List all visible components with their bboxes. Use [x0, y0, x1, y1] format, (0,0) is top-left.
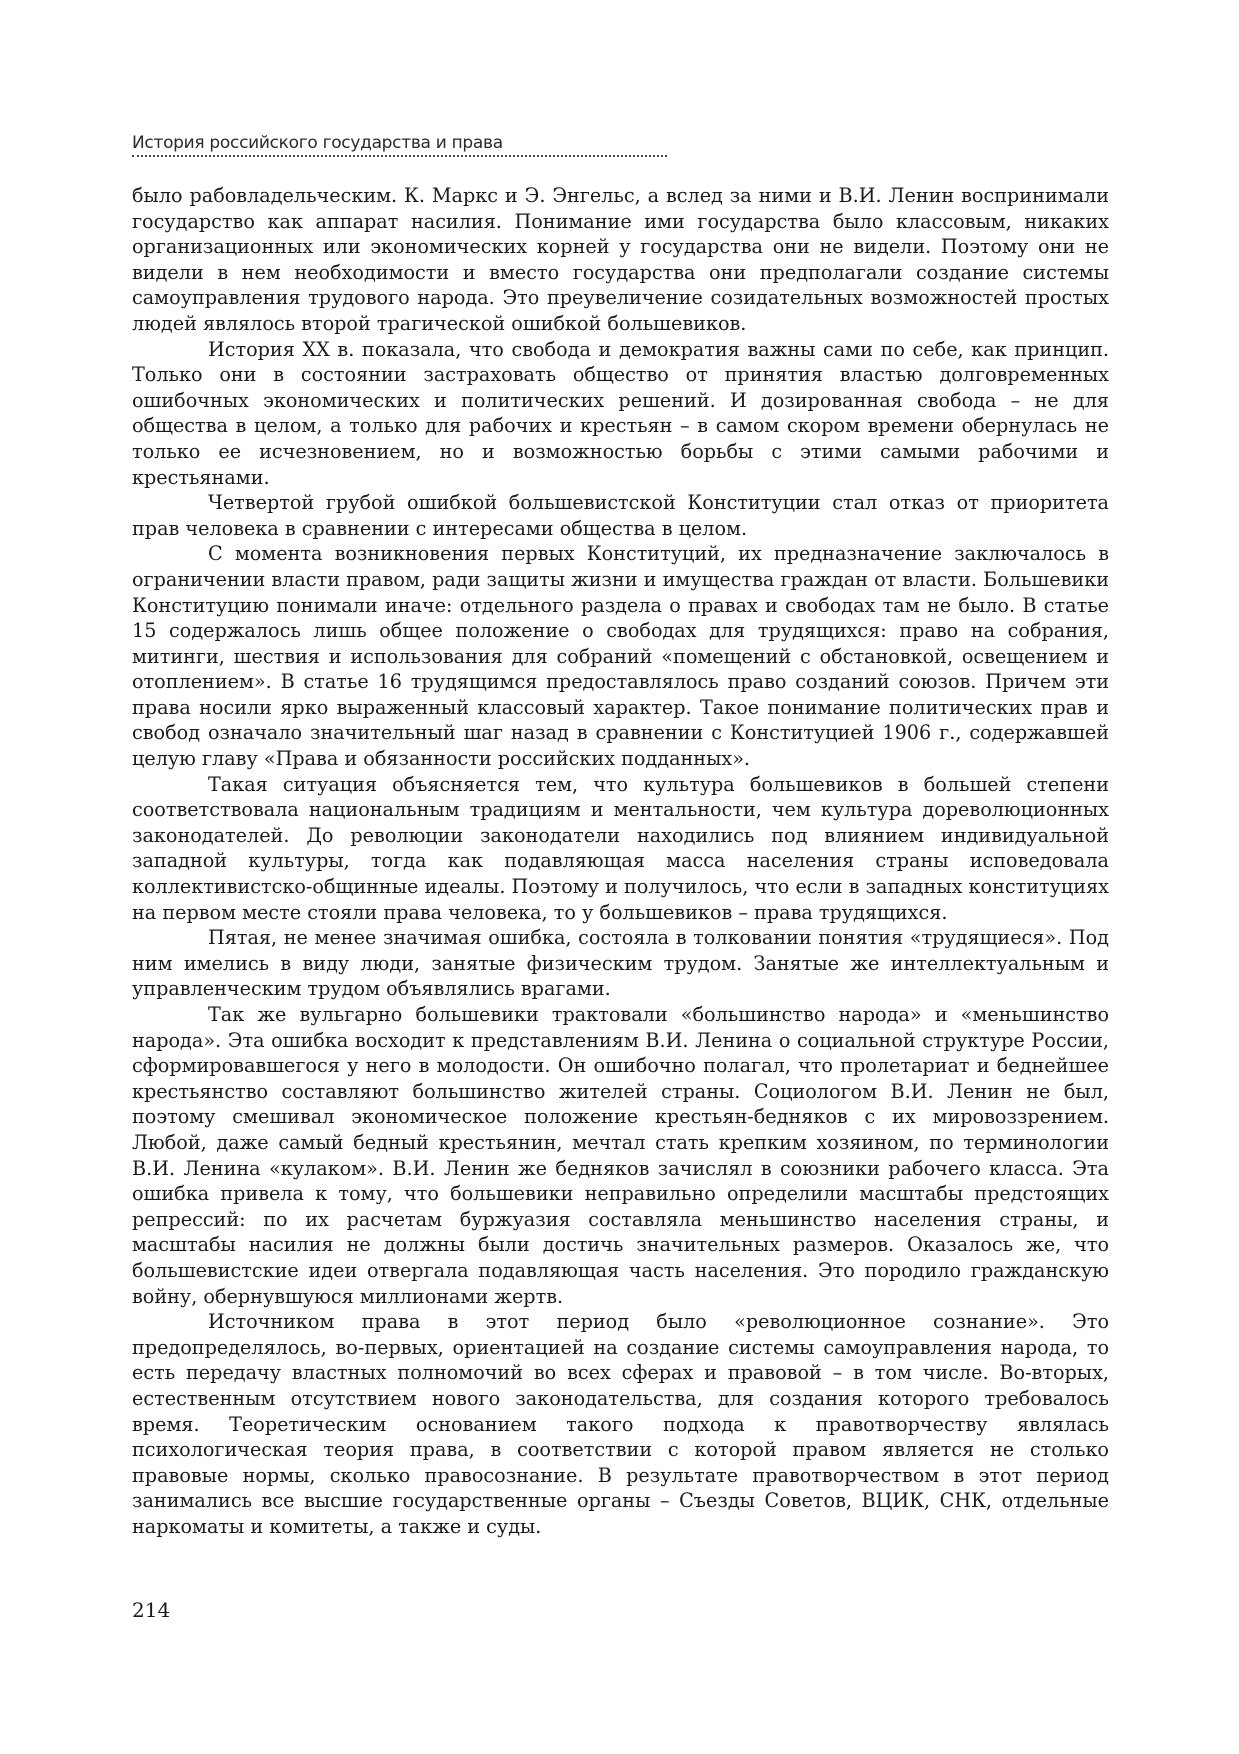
page-body [132, 183, 1109, 1539]
paragraph: История XX в. показала, что свобода и демократия важны сами по себе, как принцип. Только они в состоянии застраховать общество от принятия властью долговременных ошибочных экономических и политических решений. И дозированная свобода – не для общества в целом, а только для рабочих и крестьян – в самом скором времени обернулась не только ее исчезновением, но и возможностью борьбы с этими самыми рабочими и крестьянами. [132, 337, 1109, 489]
running-header: История российского государства и права [132, 133, 667, 157]
paragraph: Четвертой грубой ошибкой большевистской Конституции стал отказ от приоритета прав человека в сравнении с интересами общества в целом. [132, 491, 1109, 540]
paragraph: Пятая, не менее значимая ошибка, состояла в толковании понятия «трудящиеся». Под ним имелись в виду люди, занятые физическим трудом. Занятые же интеллектуальным и управленческим трудом объявлялись врагами. [132, 926, 1109, 1001]
page-number: 214 [132, 1598, 171, 1622]
paragraph: было рабовладельческим. К. Маркс и Э. Энгельс, а вслед за ними и В.И. Ленин воспринимали государство как аппарат насилия. Понимание ими государства было классовым, никаких организационных или экономических корней у государства они не видели. Поэтому они не видели в нем необходимости и вместо государства они предполагали создание системы самоуправления трудового народа. Это преувеличение созидательных возможностей простых людей являлось второй трагической ошибкой большевиков. [132, 184, 1109, 335]
paragraph: С момента возникновения первых Конституций, их предназначение заключалось в ограничении власти правом, ради защиты жизни и имущества граждан от власти. Большевики Конституцию понимали иначе: отдельного раздела о правах и свободах там не было. В статье 15 содержалось лишь общее положение о свободах для трудящихся: право на собрания, митинги, шествия и использования для собраний «помещений с обстановкой, освещением и отоплением». В статье 16 трудящимся предоставлялось право созданий союзов. Причем эти права носили ярко выраженный классовый характер. Такое понимание политических прав и свобод означало значительный шаг назад в сравнении с Конституцией 1906 г., содержавшей целую главу «Права и обязанности российских подданных». [132, 542, 1109, 771]
paragraph: Такая ситуация объясняется тем, что культура большевиков в большей степени соответствовала национальным традициям и ментальности, чем культура дореволюционных законодателей. До революции законодатели находились под влиянием индивидуальной западной культуры, тогда как подавляющая масса населения страны исповедовала коллективистско-общинные идеалы. Поэтому и получилось, что если в западных конституциях на первом месте стояли права человека, то у большевиков – права трудящихся. [132, 772, 1109, 924]
paragraph: Источником права в этот период было «революционное сознание». Это предопределялось, во-первых, ориентацией на создание системы самоуправления народа, то есть передачу властных полномочий во всех сферах и правовой – в том числе. Во-вторых, естественным отсутствием нового законодательства, для создания которого требовалось время. Теоретическим основанием такого подхода к правотворчеству являлась психологическая теория права, в соответствии с которой правом является не столько правовые нормы, сколько правосознание. В результате правотворчеством в этот период занимались все высшие государственные органы – Съезды Советов, ВЦИК, СНК, отдельные наркоматы и комитеты, а также и суды. [132, 1310, 1109, 1538]
paragraph: Так же вульгарно большевики трактовали «большинство народа» и «меньшинство народа». Эта ошибка восходит к представлениям В.И. Ленина о социальной структуре России, сформировавшегося у него в молодости. Он ошибочно полагал, что пролетариат и беднейшее крестьянство составляют большинство жителей страны. Социологом В.И. Ленин не был, поэтому смешивал экономическое положение крестьян-бедняков с их мировоззрением. Любой, даже самый бедный крестьянин, мечтал стать крепким хозяином, по терминологии В.И. Ленина «кулаком». В.И. Ленин же бедняков зачислял в союзники рабочего класса. Эта ошибка привела к тому, что большевики неправильно определили масштабы предстоящих репрессий: по их расчетам буржуазия составляла меньшинство населения страны, и масштабы насилия не должны были достичь значительных размеров. Оказалось же, что большевистские идеи отвергала подавляющая часть населения. Это породило гражданскую войну, обернувшуюся миллионами жертв. [132, 1003, 1109, 1308]
